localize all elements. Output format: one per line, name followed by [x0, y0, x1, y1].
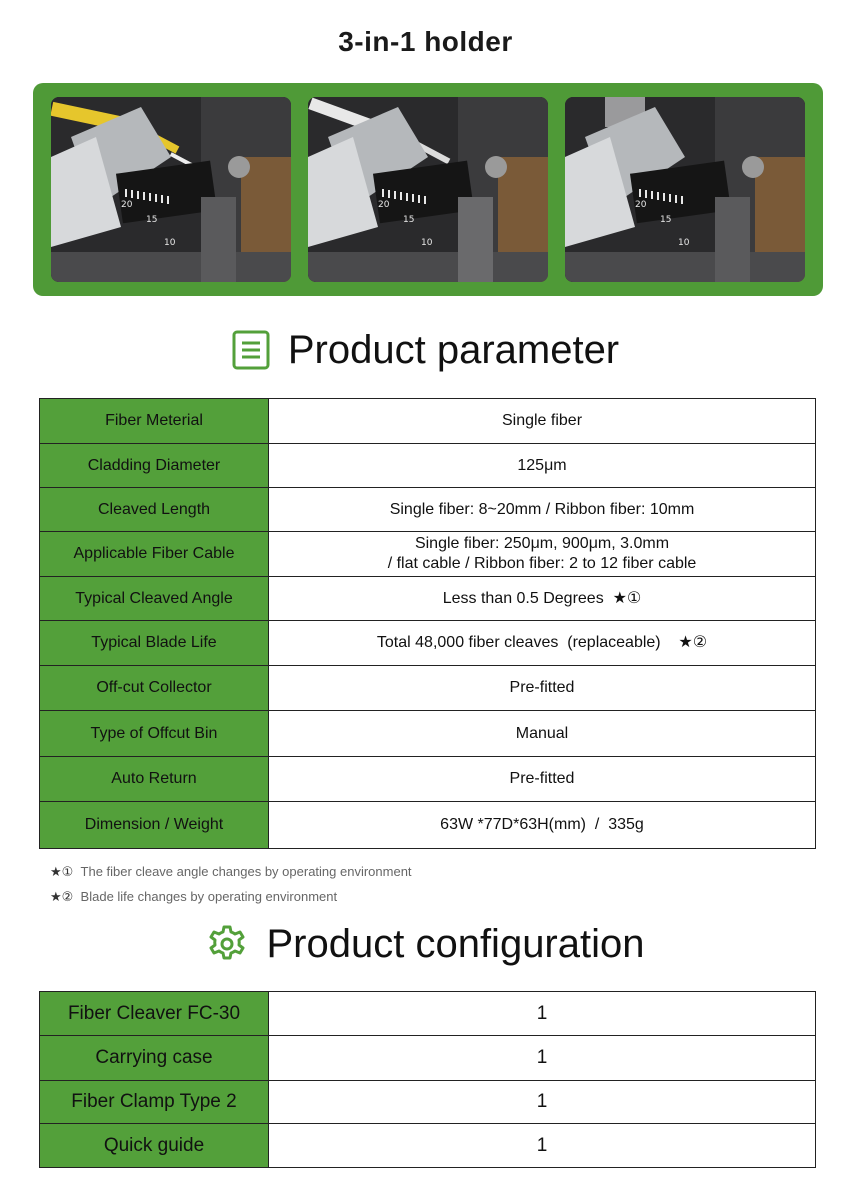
- table-row: [40, 399, 816, 444]
- parameter-table: [39, 398, 816, 849]
- table-row: [40, 1081, 816, 1124]
- param-value: Single fiber: [269, 399, 816, 444]
- param-value: Pre-fitted: [269, 666, 816, 711]
- param-value-line: / flat cable / Ribbon fiber: 2 to 12 fiber cable: [387, 555, 697, 572]
- page-title: 3-in-1 holder: [338, 26, 513, 57]
- param-key: Auto Return: [40, 757, 269, 802]
- table-row: [40, 992, 816, 1036]
- footnote-mark: ★①: [50, 864, 74, 879]
- param-key: Typical Cleaved Angle: [40, 577, 269, 621]
- param-key: Typical Blade Life: [40, 621, 269, 666]
- param-value-line: Single fiber: 250μm, 900μm, 3.0mm: [414, 535, 670, 552]
- param-value-multiline: [269, 532, 816, 577]
- table-row: [40, 802, 816, 849]
- footnotes: [50, 862, 412, 912]
- config-quantity: 1: [269, 1124, 816, 1168]
- table-row: [40, 488, 816, 532]
- scale-label: 10: [421, 238, 433, 248]
- list-document-icon: [232, 330, 270, 370]
- table-row: [40, 577, 816, 621]
- config-quantity: 1: [269, 1081, 816, 1124]
- scale-label: 10: [164, 238, 176, 248]
- configuration-section-heading: [0, 916, 851, 972]
- parameter-section-title: Product parameter: [287, 327, 620, 372]
- gear-icon: [206, 923, 248, 965]
- param-key: Cleaved Length: [40, 488, 269, 532]
- param-value: Single fiber: 8~20mm / Ribbon fiber: 10mm: [269, 488, 816, 532]
- config-item: Carrying case: [40, 1036, 269, 1081]
- param-key: Applicable Fiber Cable: [40, 532, 269, 577]
- config-item: Fiber Cleaver FC-30: [40, 992, 269, 1036]
- scale-label: 20: [378, 200, 390, 210]
- config-quantity: 1: [269, 992, 816, 1036]
- config-item: Quick guide: [40, 1124, 269, 1168]
- configuration-table: [39, 991, 816, 1168]
- scale-label: 15: [403, 215, 415, 225]
- holder-photo-bare: [565, 97, 805, 282]
- table-row: [40, 1036, 816, 1081]
- param-key: Cladding Diameter: [40, 444, 269, 488]
- scale-label: 20: [121, 200, 133, 210]
- table-row: [40, 1124, 816, 1168]
- table-row: [40, 666, 816, 711]
- scale-label: 20: [635, 200, 647, 210]
- config-item: Fiber Clamp Type 2: [40, 1081, 269, 1124]
- footnote-text: The fiber cleave angle changes by operating environment: [80, 864, 412, 879]
- scale-label: 10: [678, 238, 690, 248]
- param-value: 63W *77D*63H(mm) / 335g: [269, 802, 816, 849]
- footnote-text: Blade life changes by operating environment: [80, 889, 338, 904]
- param-key: Dimension / Weight: [40, 802, 269, 849]
- scale-label: 15: [660, 215, 672, 225]
- footnote: [50, 862, 412, 887]
- table-row: [40, 757, 816, 802]
- footnote-mark: ★②: [50, 889, 74, 904]
- param-value: Total 48,000 fiber cleaves (replaceable) ★②: [269, 621, 816, 666]
- table-row: [40, 444, 816, 488]
- param-value: Pre-fitted: [269, 757, 816, 802]
- param-key: Type of Offcut Bin: [40, 711, 269, 757]
- holder-photo-yellow: [51, 97, 291, 282]
- scale-label: 15: [146, 215, 158, 225]
- holder-photo-strip: [33, 83, 823, 296]
- config-quantity: 1: [269, 1036, 816, 1081]
- param-key: Off-cut Collector: [40, 666, 269, 711]
- table-row: [40, 532, 816, 577]
- param-value: 125μm: [269, 444, 816, 488]
- footnote: [50, 887, 412, 912]
- parameter-section-heading: [0, 322, 851, 378]
- table-row: [40, 711, 816, 757]
- param-value: Less than 0.5 Degrees ★①: [269, 577, 816, 621]
- param-key: Fiber Meterial: [40, 399, 269, 444]
- table-row: [40, 621, 816, 666]
- param-value: Manual: [269, 711, 816, 757]
- configuration-section-title: Product configuration: [266, 921, 645, 966]
- holder-photo-white: [308, 97, 548, 282]
